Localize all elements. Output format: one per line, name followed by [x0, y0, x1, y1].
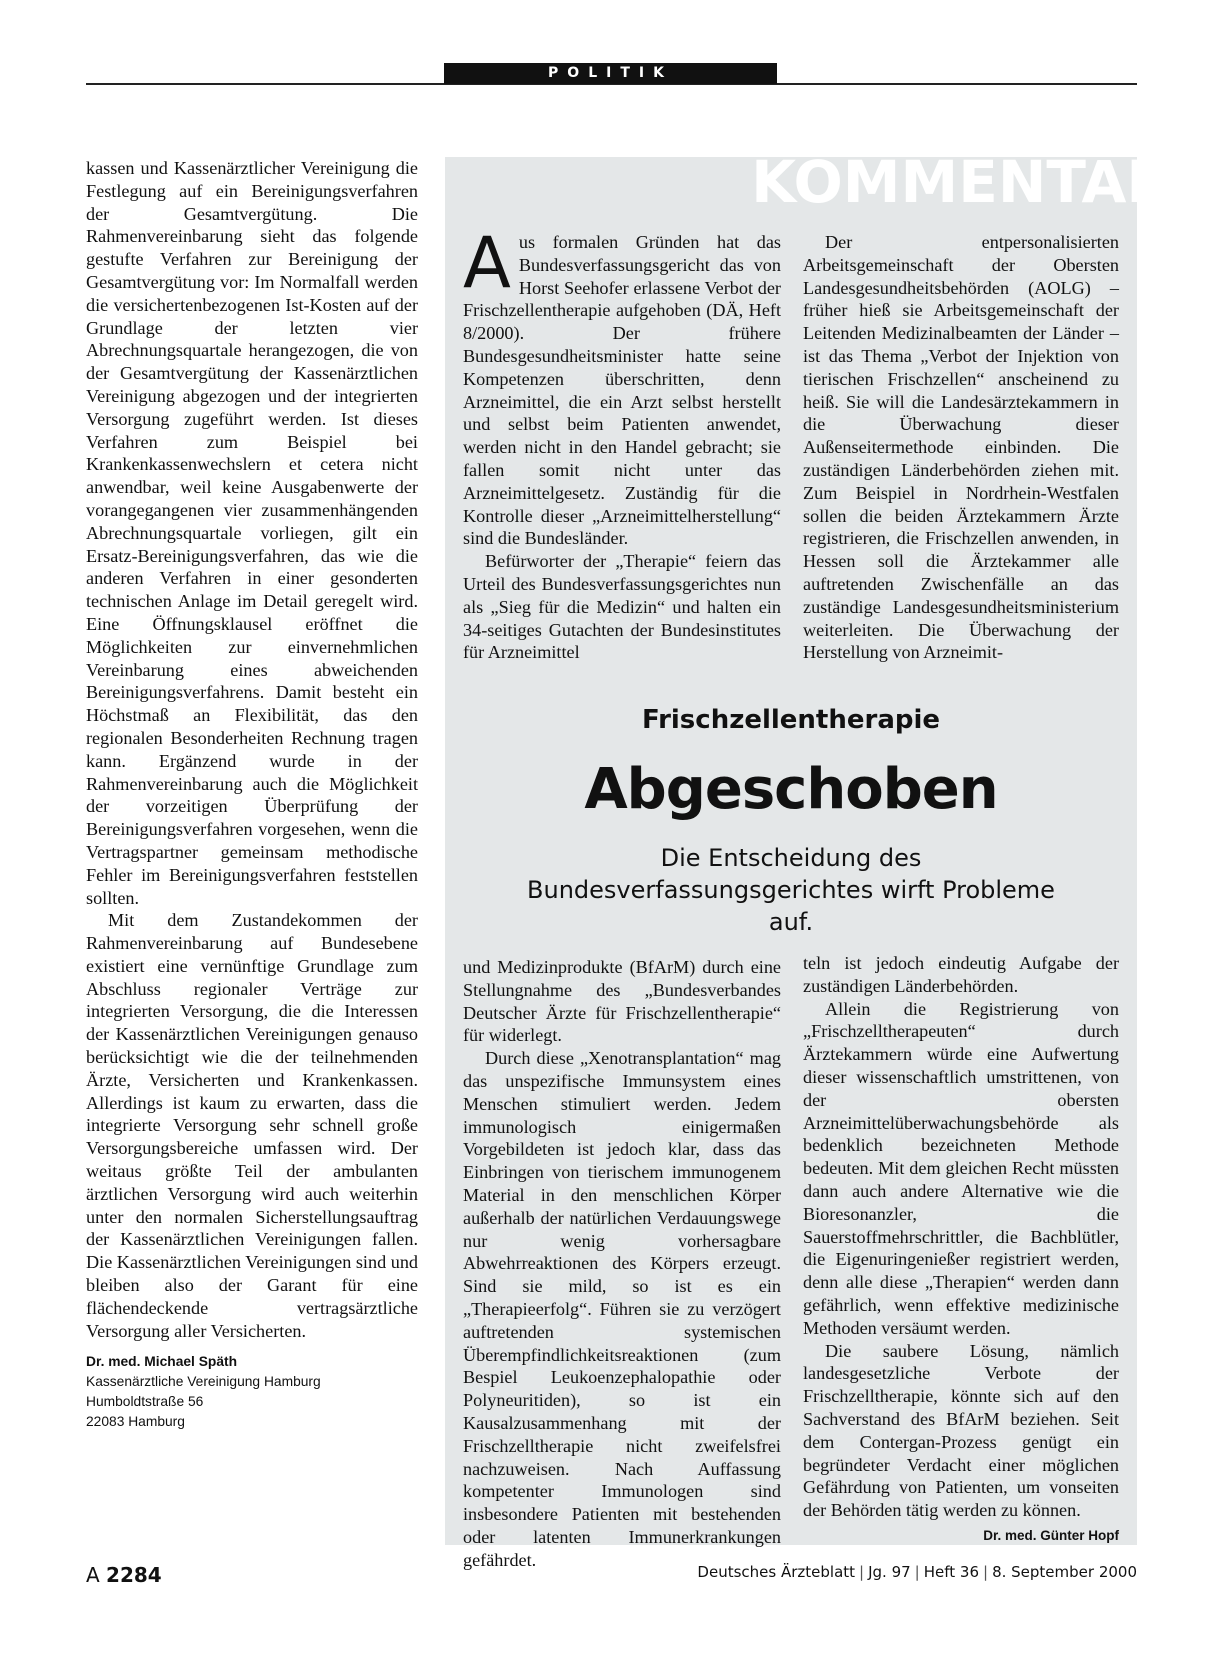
separator: |: [859, 1563, 865, 1581]
comment-author: Dr. med. Günter Hopf: [983, 1527, 1119, 1543]
left-author-city: 22083 Hamburg: [86, 1414, 185, 1430]
page-number: [86, 1563, 162, 1587]
kommentar-label: KOMMENTAR: [751, 148, 1171, 216]
left-author-block: [86, 1352, 418, 1432]
comment-col3-para1: und Medizinprodukte (BfArM) durch eine Stellungnahme des „Bundesverbandes Deutscher Ärzte für Frischzellentherapie“ für widerlegt.: [463, 957, 781, 1046]
journal-volume: Jg. 97: [868, 1563, 911, 1581]
comment-column-3: [463, 956, 781, 1572]
left-paragraph-1: kassen und Kassenärztlicher Vereinigung die Festlegung auf ein Bereinigungsverfahren der Gesamtvergütung. Die Rahmenvereinbarung sieht das folgende gestufte Verfahren zur Bereinigung der Gesamtvergütung vor: Im Normalfall werden die versichertenbezogenen Ist-Kosten auf der Grundlage der letzten vier Abrechnungsquartale herangezogen, die von der Gesamtvergütung der Kassenärztlichen Vereinigung abgezogen und der integrierten Versorgung zugeführt werden. Ist dieses Verfahren zum Beispiel bei Krankenkassenwechslern et cetera nicht anwendbar, weil keine Ausgabenwerte der vorangegangenen vier zusammenhängenden Abrechnungsquartale vorliegen, gilt ein Ersatz-Bereinigungsverfahren, das wie die anderen Verfahren in einer gesonderten technischen Anlage im Detail geregelt wird. Eine Öffnungsklausel eröffnet die Möglichkeiten zur einvernehmlichen Vereinbarung eines abweichenden Bereinigungsverfahrens. Damit besteht ein Höchstmaß an Flexibilität, das den regionalen Besonderheiten Rechnung tragen kann. Ergänzend wurde in der Rahmenvereinbarung auch die Möglichkeit der vorzeitigen Überprüfung der Bereinigungsverfahren vorgesehen, wenn die Vertragspartner gemeinsam methodische Fehler im Bereinigungsverfahren feststellen sollten.: [86, 158, 418, 908]
separator: |: [983, 1563, 989, 1581]
journal-info: [697, 1563, 1137, 1581]
left-column: [86, 157, 418, 1432]
kicker: Frischzellentherapie: [641, 705, 941, 735]
subheadline: Die Entscheidung des Bundesverfassungsgerichtes wirft Probleme auf.: [527, 844, 1055, 936]
journal-issue: Heft 36: [923, 1563, 979, 1581]
journal-name: Deutsches Ärzteblatt: [697, 1563, 856, 1581]
left-author-name: Dr. med. Michael Späth: [86, 1354, 238, 1370]
comment-column-1: [463, 222, 781, 664]
comment-col1-text: us formalen Gründen hat das Bundesverfassungsgericht das von Horst Seehofer erlassene Verbot der Frischzellentherapie aufgehoben (DÄ, Heft 8/2000). Der frühere Bundesgesundheitsminister hatte seine Kompetenzen überschritten, denn Arzneimittel, die ein Arzt selbst herstellt und selbst beim Patienten anwendet, werden nicht in den Handel gebracht; sie fallen somit nicht unter das Arzneimittelgesetz. Zuständig für die Kontrolle dieser „Arzneimittelherstellung“ sind die Bundesländer.: [463, 232, 781, 549]
dropcap: A: [463, 222, 511, 304]
separator: |: [914, 1563, 920, 1581]
left-author-org: Kassenärztliche Vereinigung Hamburg: [86, 1374, 321, 1390]
left-paragraph-2: Mit dem Zustandekommen der Rahmenvereinbarung auf Bundesebene existiert eine vernünftige Grundlage zum Abschluss regionaler Verträge zur integrierten Versorgung, die die Interessen der Kassenärztlichen Vereinigungen genauso berücksichtigt wie die der teilnehmenden Ärzte, Versicherten und Krankenkassen. Allerdings ist kaum zu erwarten, dass die integrierte Versorgung sehr schnell große Versorgungsbereiche umfassen wird. Der weitaus größte Teil der ambulanten ärztlichen Versorgung wird auch weiterhin unter den normalen Sicherstellungsauftrag der Kassenärztlichen Vereinigungen fallen. Die Kassenärztlichen Vereinigungen sind und bleiben also der Garant für eine flächendeckende vertragsärztliche Versorgung aller Versicherten.: [86, 910, 419, 1341]
page-number-value: 2284: [106, 1563, 162, 1587]
headline: Abgeschoben: [584, 757, 998, 822]
comment-box: [445, 148, 1171, 1570]
comment-col3-para2: Durch diese „Xenotransplantation“ mag das unspezifische Immunsystem eines Menschen stimuliert werden. Jedem immunologisch einigermaßen Vorgebildeten ist jedoch klar, dass das Einbringen von tierischem immunogenem Material in den menschlichen Körper außerhalb der natürlichen Verdauungswege nur wenig vorhersagbare Abwehrreaktionen des Körpers erzeugt. Sind sie mild, so ist es ein „Therapieerfolg“. Führen sie zu verzögert auftretenden systemischen Überempfindlichkeitsreaktionen (zum Bespiel Leukoenzephalopathie oder Polyneuritiden), so ist ein Kausalzusammenhang mit der Frischzelltherapie nicht zweifelsfrei nachzuweisen. Nach Auffassung kompetenter Immunologen sind insbesondere Patienten mit bestehenden oder latenten Immunerkrankungen gefährdet.: [463, 1048, 781, 1570]
journal-date: 8. September 2000: [992, 1563, 1137, 1581]
comment-column-4: [803, 952, 1119, 1548]
comment-col4-para3-text: Die saubere Lösung, nämlich landesgesetzliche Verbote der Frischzelltherapie, könnte sich auf den Sachverstand des BfArM beziehen. Seit dem Contergan-Prozess genügt ein begründeter Verdacht einer möglichen Gefährdung von Patienten, um vonseiten der Behörden tätig werden zu können.: [803, 1340, 1119, 1521]
comment-col4-para2: Allein die Registrierung von „Frischzelltherapeuten“ durch Ärztekammern würde eine Aufwertung dieser wissenschaftlich umstrittenen, von der obersten Arzneimittelüberwachungsbehörde als bedenklich bezeichneten Methode bedeuten. Mit dem gleichen Recht müssten dann auch andere Alternative wie die Bioresonanzler, die Sauerstoffmehrschrittler, die Bachblütler, die Eigenuringenießer registriert werden, denn alle diese „Therapien“ werden dann gefährlich, wenn effektive medizinische Methoden versäumt werden.: [803, 998, 1119, 1338]
comment-col4-para1: teln ist jedoch eindeutig Aufgabe der zuständigen Länderbehörden.: [803, 953, 1119, 996]
section-label: POLITIK: [444, 63, 777, 84]
comment-col2-para: Der entpersonalisierten Arbeitsgemeinschaft der Obersten Landesgesundheitsbehörden (AOLG) – früher hieß sie Arbeitsgemeinschaft der Leitenden Medizinalbeamten der Länder – ist das Thema „Verbot der Injektion von tierischen Frischzellen“ anscheinend zu heiß. Sie will die Landesärztekammern in die Überwachung dieser Außenseitermethode einbinden. Die zuständigen Länderbehörden ziehen mit. Zum Beispiel in Nordrhein-Westfalen sollen die beiden Ärztekammern Ärzte registrieren, die Frischzellen anwenden, in Hessen soll die Ärztekammer alle auftretenden Zwischenfälle an das zuständige Landesgesundheitsministerium weiterleiten. Die Überwachung der Herstellung von Arzneimit-: [803, 232, 1119, 663]
left-author-street: Humboldtstraße 56: [86, 1394, 204, 1410]
comment-column-2: [803, 231, 1119, 664]
comment-col1-para1: [463, 222, 781, 550]
comment-col4-para3: [803, 1340, 1119, 1543]
comment-col1-para2: Befürworter der „Therapie“ feiern das Urteil des Bundesverfassungsgerichtes nun als „Sieg für die Medizin“ und halten ein 34-seitiges Gutachten der Bundesinstitutes für Arzneimittel: [463, 551, 781, 663]
page-prefix: A: [86, 1563, 100, 1587]
